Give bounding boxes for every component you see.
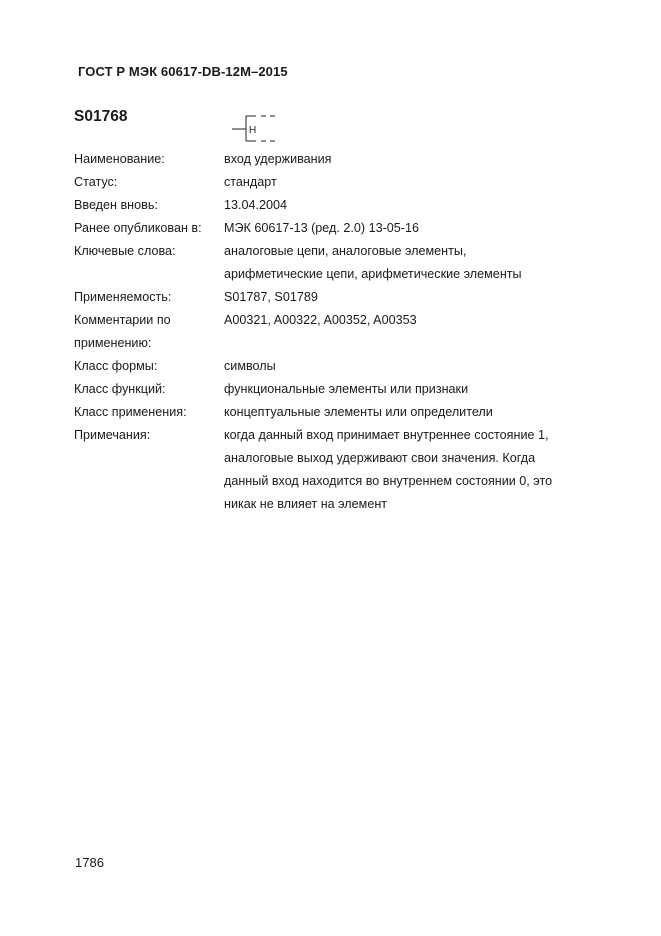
attribute-table xyxy=(74,148,634,516)
field-label: Примечания: xyxy=(74,428,151,442)
field-label: Ранее опубликован в: xyxy=(74,221,202,235)
field-value: концептуальные элементы или определители xyxy=(224,405,493,419)
field-label: Ключевые слова: xyxy=(74,244,176,258)
field-applicability xyxy=(74,286,634,309)
page-number: 1786 xyxy=(75,855,104,870)
symbol-letter: H xyxy=(249,125,257,136)
field-name xyxy=(74,148,634,171)
field-value: стандарт xyxy=(224,175,277,189)
field-application-comments xyxy=(74,309,634,355)
field-value: арифметические цепи, арифметические элементы xyxy=(224,267,522,281)
symbol-code: S01768 xyxy=(74,108,128,125)
field-notes xyxy=(74,424,634,516)
field-value: функциональные элементы или признаки xyxy=(224,382,469,396)
field-label: Класс функций: xyxy=(74,382,166,396)
field-previously-published xyxy=(74,217,634,240)
field-application-class xyxy=(74,401,634,424)
field-value: A00321, A00322, A00352, A00353 xyxy=(224,313,417,327)
field-label: Наименование: xyxy=(74,152,165,166)
field-label: Введен вновь: xyxy=(74,198,158,212)
field-value: S01787, S01789 xyxy=(224,290,318,304)
field-label: Комментарии по xyxy=(74,313,171,327)
field-label: Класс применения: xyxy=(74,405,187,419)
field-label: Класс формы: xyxy=(74,359,158,373)
field-value: никак не влияет на элемент xyxy=(224,497,388,511)
field-value: аналоговые цепи, аналоговые элементы, xyxy=(224,244,467,258)
field-function-class xyxy=(74,378,634,401)
field-value: 13.04.2004 xyxy=(224,198,288,212)
field-status xyxy=(74,171,634,194)
field-value: когда данный вход принимает внутреннее состояние 1, xyxy=(224,428,549,442)
field-value: МЭК 60617-13 (ред. 2.0) 13-05-16 xyxy=(224,221,419,235)
field-value: символы xyxy=(224,359,276,373)
field-value: аналоговые выход удерживают свои значения. Когда xyxy=(224,451,536,465)
field-value: данный вход находится во внутреннем состоянии 0, это xyxy=(224,474,553,488)
document-header: ГОСТ Р МЭК 60617-DB-12M–2015 xyxy=(78,64,288,79)
field-shape-class xyxy=(74,355,634,378)
field-introduced xyxy=(74,194,634,217)
field-value: вход удерживания xyxy=(224,152,332,166)
field-label: Применяемость: xyxy=(74,290,172,304)
field-keywords xyxy=(74,240,634,286)
field-label: применению: xyxy=(74,336,152,350)
hold-input-symbol-icon xyxy=(228,110,288,146)
field-label: Статус: xyxy=(74,175,118,189)
